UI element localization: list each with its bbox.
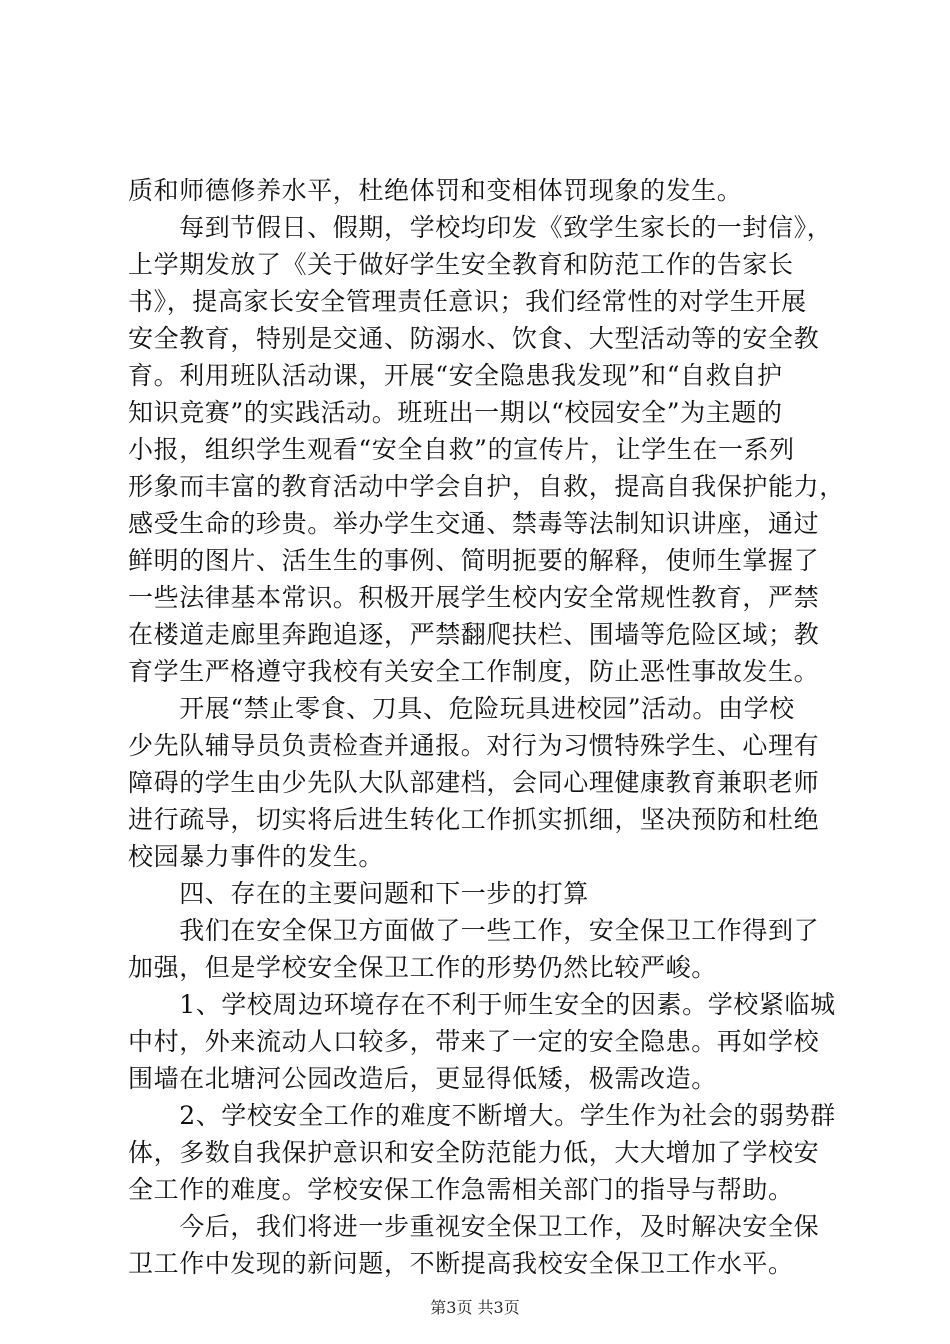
text-line: 障碍的学生由少先队大队部建档，会同心理健康教育兼职老师 [128, 768, 820, 797]
text-line: 体，多数自我保护意识和安全防范能力低，大大增加了学校安 [128, 1138, 820, 1167]
text-line: 2、学校安全工作的难度不断增大。学生作为社会的弱势群 [128, 1101, 836, 1130]
text-line: 育学生严格遵守我校有关安全工作制度，防止恶性事故发生。 [128, 657, 820, 686]
text-line: 质和师德修养水平，杜绝体罚和变相体罚现象的发生。 [128, 176, 743, 205]
text-line: 小报，组织学生观看“安全自救”的宣传片，让学生在一系列 [128, 435, 795, 464]
text-line: 进行疏导，切实将后进生转化工作抓实抓细，坚决预防和杜绝 [128, 805, 820, 834]
text-line: 安全教育，特别是交通、防溺水、饮食、大型活动等的安全教 [128, 324, 820, 353]
text-line: 知识竞赛”的实践活动。班班出一期以“校园安全”为主题的 [128, 398, 783, 427]
text-line: 感受生命的珍贵。举办学生交通、禁毒等法制知识讲座，通过 [128, 509, 820, 538]
text-line: 少先队辅导员负责检查并通报。对行为习惯特殊学生、心理有 [128, 731, 820, 760]
text-line: 一些法律基本常识。积极开展学生校内安全常规性教育，严禁 [128, 583, 820, 612]
text-line: 校园暴力事件的发生。 [128, 842, 385, 871]
text-line: 在楼道走廊里奔跑追逐，严禁翻爬扶栏、围墙等危险区域；教 [128, 620, 820, 649]
text-line: 开展“禁止零食、刀具、危险玩具进校园”活动。由学校 [128, 694, 795, 723]
text-line: 鲜明的图片、活生生的事例、简明扼要的解释，使师生掌握了 [128, 546, 820, 575]
section-heading: 四、存在的主要问题和下一步的打算 [128, 879, 589, 908]
text-line: 我们在安全保卫方面做了一些工作，安全保卫工作得到了 [128, 916, 820, 945]
text-line: 每到节假日、假期，学校均印发《致学生家长的一封信》， [128, 213, 833, 242]
text-line: 1、学校周边环境存在不利于师生安全的因素。学校紧临城 [128, 990, 836, 1019]
text-line: 上学期发放了《关于做好学生安全教育和防范工作的告家长 [128, 250, 794, 279]
text-line: 书》，提高家长安全管理责任意识；我们经常性的对学生开展 [128, 287, 807, 316]
page-number-footer: 第3页 共3页 [430, 1298, 520, 1317]
text-line: 形象而丰富的教育活动中学会自护，自救，提高自我保护能力， [128, 472, 845, 501]
text-line: 卫工作中发现的新问题，不断提高我校安全保卫工作水平。 [128, 1249, 794, 1278]
text-line: 全工作的难度。学校安保工作急需相关部门的指导与帮助。 [128, 1175, 794, 1204]
text-line: 今后，我们将进一步重视安全保卫工作，及时解决安全保 [128, 1212, 820, 1241]
text-line: 围墙在北塘河公园改造后，更显得低矮，极需改造。 [128, 1064, 717, 1093]
text-line: 加强，但是学校安全保卫工作的形势仍然比较严峻。 [128, 953, 717, 982]
text-line: 育。利用班队活动课，开展“安全隐患我发现”和“自救自护 [128, 361, 783, 390]
text-line: 中村，外来流动人口较多，带来了一定的安全隐患。再如学校 [128, 1027, 820, 1056]
